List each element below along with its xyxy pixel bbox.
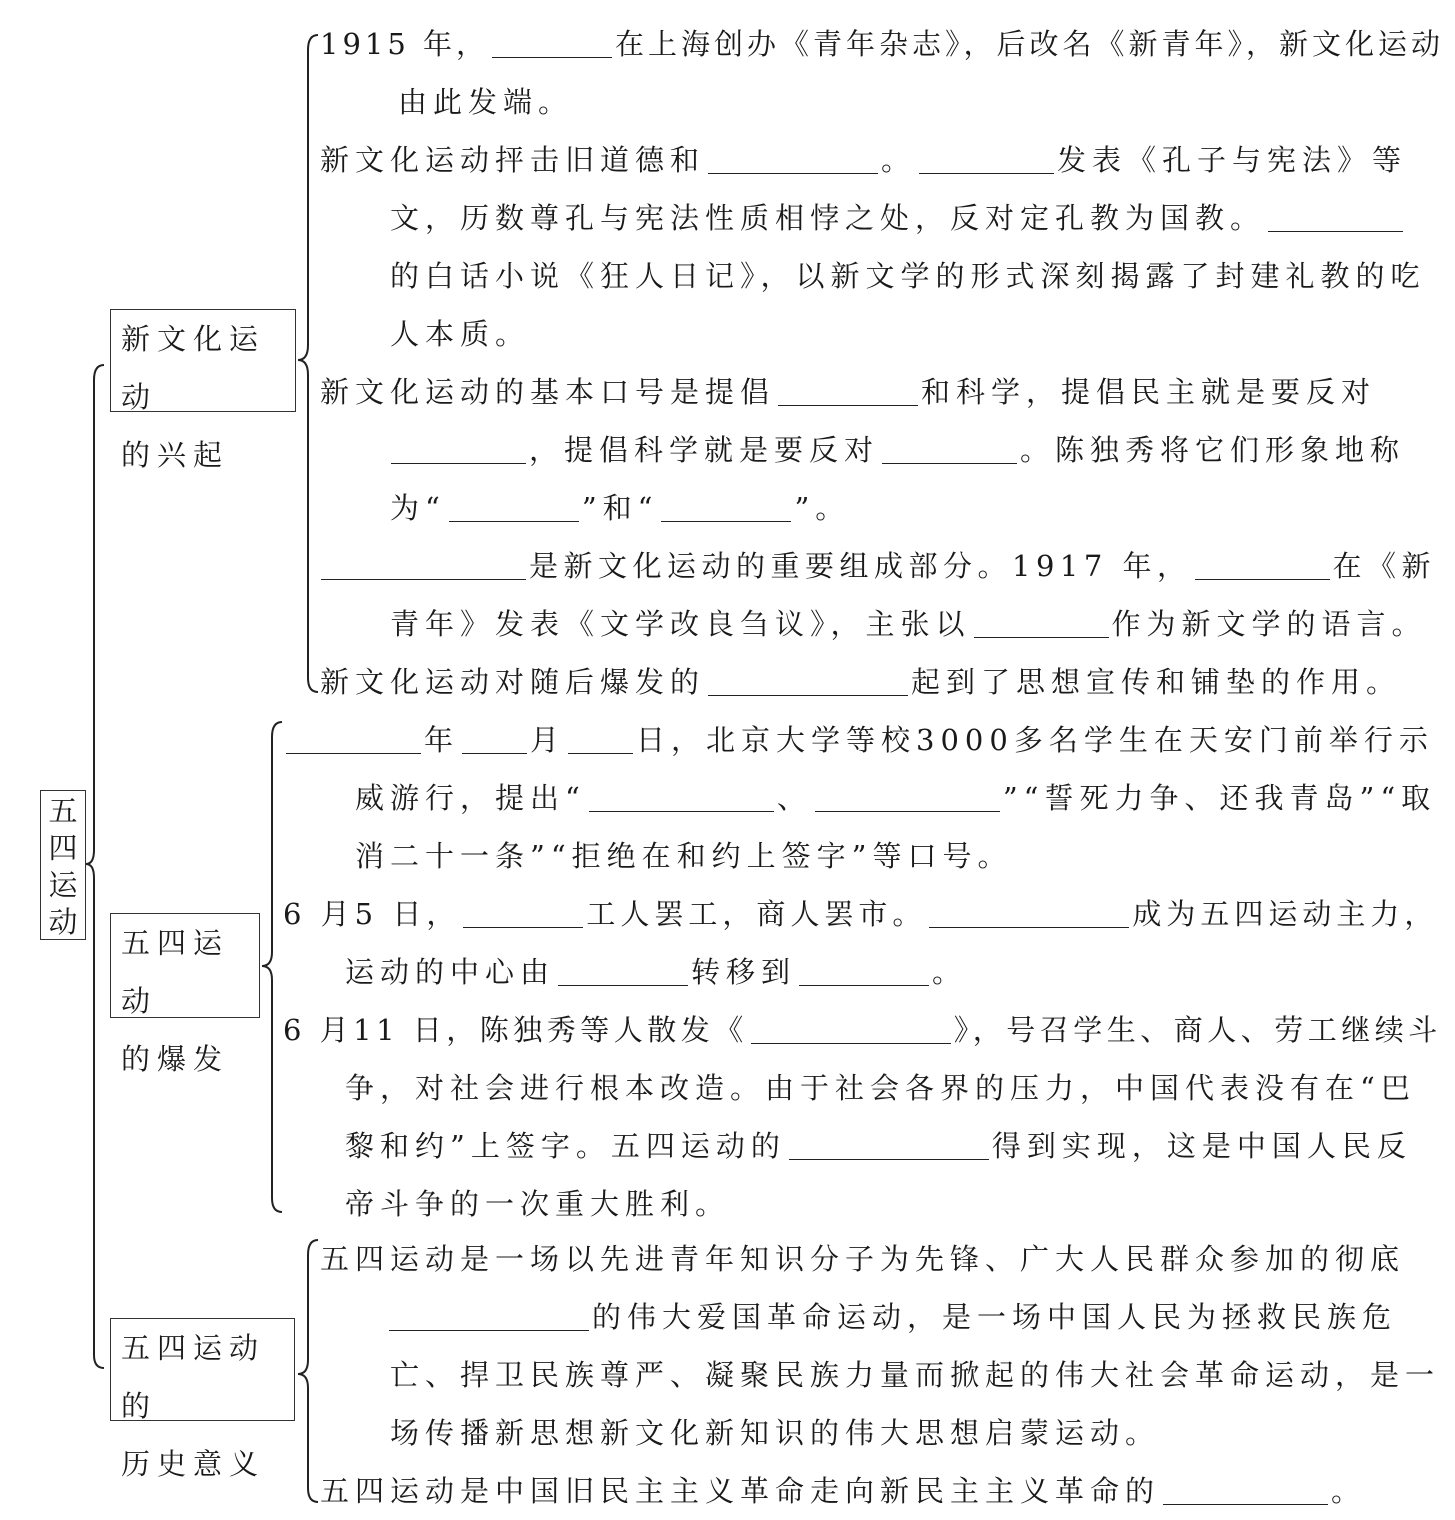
text-line: 运动的中心由 转移到 。	[345, 955, 968, 989]
fill-blank[interactable]	[286, 723, 421, 754]
text-line: 年 月 日，北京大学等校3000多名学生在天安门前举行示	[283, 711, 1434, 769]
fill-blank[interactable]	[882, 433, 1017, 464]
fill-blank[interactable]	[1195, 549, 1330, 580]
fill-blank[interactable]	[974, 607, 1109, 638]
text-line: 黎和约”上签字。五四运动的 得到实现，这是中国人民反	[345, 1129, 1412, 1163]
section-label-rise	[110, 309, 296, 472]
text-line: 6 月5 日， 工人罢工，商人罢市。 成为五四运动主力，	[283, 897, 1439, 931]
fill-blank[interactable]	[661, 491, 791, 522]
label-line: 五四运动的	[121, 1331, 266, 1423]
label-line: 的爆发	[121, 1042, 230, 1076]
fill-blank[interactable]	[321, 549, 526, 580]
fill-blank[interactable]	[449, 491, 579, 522]
fill-blank[interactable]	[463, 897, 583, 928]
root-char: 运	[48, 868, 78, 902]
text-line: 1915 年， 在上海创办《青年杂志》，后改名《新青年》，新文化运动	[320, 27, 1445, 61]
fill-blank[interactable]	[1268, 201, 1403, 232]
fill-blank[interactable]	[929, 897, 1129, 928]
text-line: 五四运动是一场以先进青年知识分子为先锋、广大人民群众参加的彻底	[320, 1242, 1406, 1276]
fill-blank[interactable]	[558, 955, 688, 986]
text-line: 人本质。	[390, 317, 531, 351]
fill-blank[interactable]	[799, 955, 929, 986]
text-line: 场传播新思想新文化新知识的伟大思想启蒙运动。	[390, 1416, 1161, 1450]
section2-bracket	[262, 722, 282, 1212]
fill-blank[interactable]	[708, 143, 878, 174]
text-line: 新文化运动的基本口号是提倡 和科学，提倡民主就是要反对	[320, 375, 1377, 409]
fill-blank[interactable]	[389, 1300, 589, 1331]
text-line: 亡、捍卫民族尊严、凝聚民族力量而掀起的伟大社会革命运动，是一	[390, 1358, 1441, 1392]
label-line: 五四运动	[121, 926, 230, 1018]
fill-blank[interactable]	[1163, 1474, 1328, 1505]
section3-bracket	[298, 1240, 318, 1502]
text-line: 6 月11 日，陈独秀等人散发《 》，号召学生、商人、劳工继续斗	[283, 1013, 1442, 1047]
text-line: 的白话小说《狂人日记》，以新文学的形式深刻揭露了封建礼教的吃	[390, 259, 1426, 293]
fill-blank[interactable]	[492, 27, 612, 58]
text-line: 由此发端。	[398, 85, 574, 119]
section1-bracket	[298, 35, 318, 692]
fill-blank[interactable]	[789, 1129, 989, 1160]
text-line: 争，对社会进行根本改造。由于社会各界的压力，中国代表没有在“巴	[345, 1071, 1416, 1105]
text-line: 是新文化运动的重要组成部分。1917 年， 在《新	[318, 537, 1436, 595]
fill-blank[interactable]	[462, 723, 527, 754]
label-line: 新文化运动	[121, 322, 266, 414]
root-char: 五	[48, 794, 78, 828]
fill-blank[interactable]	[778, 375, 918, 406]
text-line: 新文化运动对随后爆发的 起到了思想宣传和铺垫的作用。	[320, 665, 1402, 699]
fill-blank[interactable]	[589, 781, 774, 812]
text-line: ，提倡科学就是要反对 。陈独秀将它们形象地称	[388, 421, 1405, 479]
fill-blank[interactable]	[815, 781, 1000, 812]
root-char: 四	[48, 831, 78, 865]
text-line: 帝斗争的一次重大胜利。	[345, 1187, 731, 1221]
root-bracket	[86, 365, 104, 1368]
text-line: 文，历数尊孔与宪法性质相悖之处，反对定孔教为国教。	[390, 189, 1406, 247]
root-node-wusi-movement	[40, 790, 86, 940]
fill-blank[interactable]	[391, 433, 526, 464]
label-line: 历史意义	[121, 1447, 266, 1481]
text-line: 的伟大爱国革命运动，是一场中国人民为拯救民族危	[386, 1288, 1397, 1346]
text-line: 为“ ”和“ ”。	[390, 491, 851, 525]
fill-blank[interactable]	[568, 723, 633, 754]
text-line: 消二十一条”“拒绝在和约上签字”等口号。	[355, 839, 1013, 873]
fill-blank[interactable]	[751, 1013, 951, 1044]
text-line: 青年》发表《文学改良刍议》，主张以 作为新文学的语言。	[390, 607, 1427, 641]
section-label-significance	[110, 1318, 295, 1481]
text-line: 五四运动是中国旧民主主义革命走向新民主主义革命的 。	[320, 1474, 1367, 1508]
label-line: 的兴起	[121, 438, 230, 472]
text-line: 威游行，提出“ 、 ”“誓死力争、还我青岛”“取	[355, 781, 1437, 815]
text-line: 新文化运动抨击旧道德和 。 发表《孔子与宪法》等	[320, 143, 1408, 177]
fill-blank[interactable]	[708, 665, 908, 696]
fill-blank[interactable]	[919, 143, 1054, 174]
section-label-outbreak	[110, 913, 260, 1076]
root-char: 动	[48, 905, 78, 939]
